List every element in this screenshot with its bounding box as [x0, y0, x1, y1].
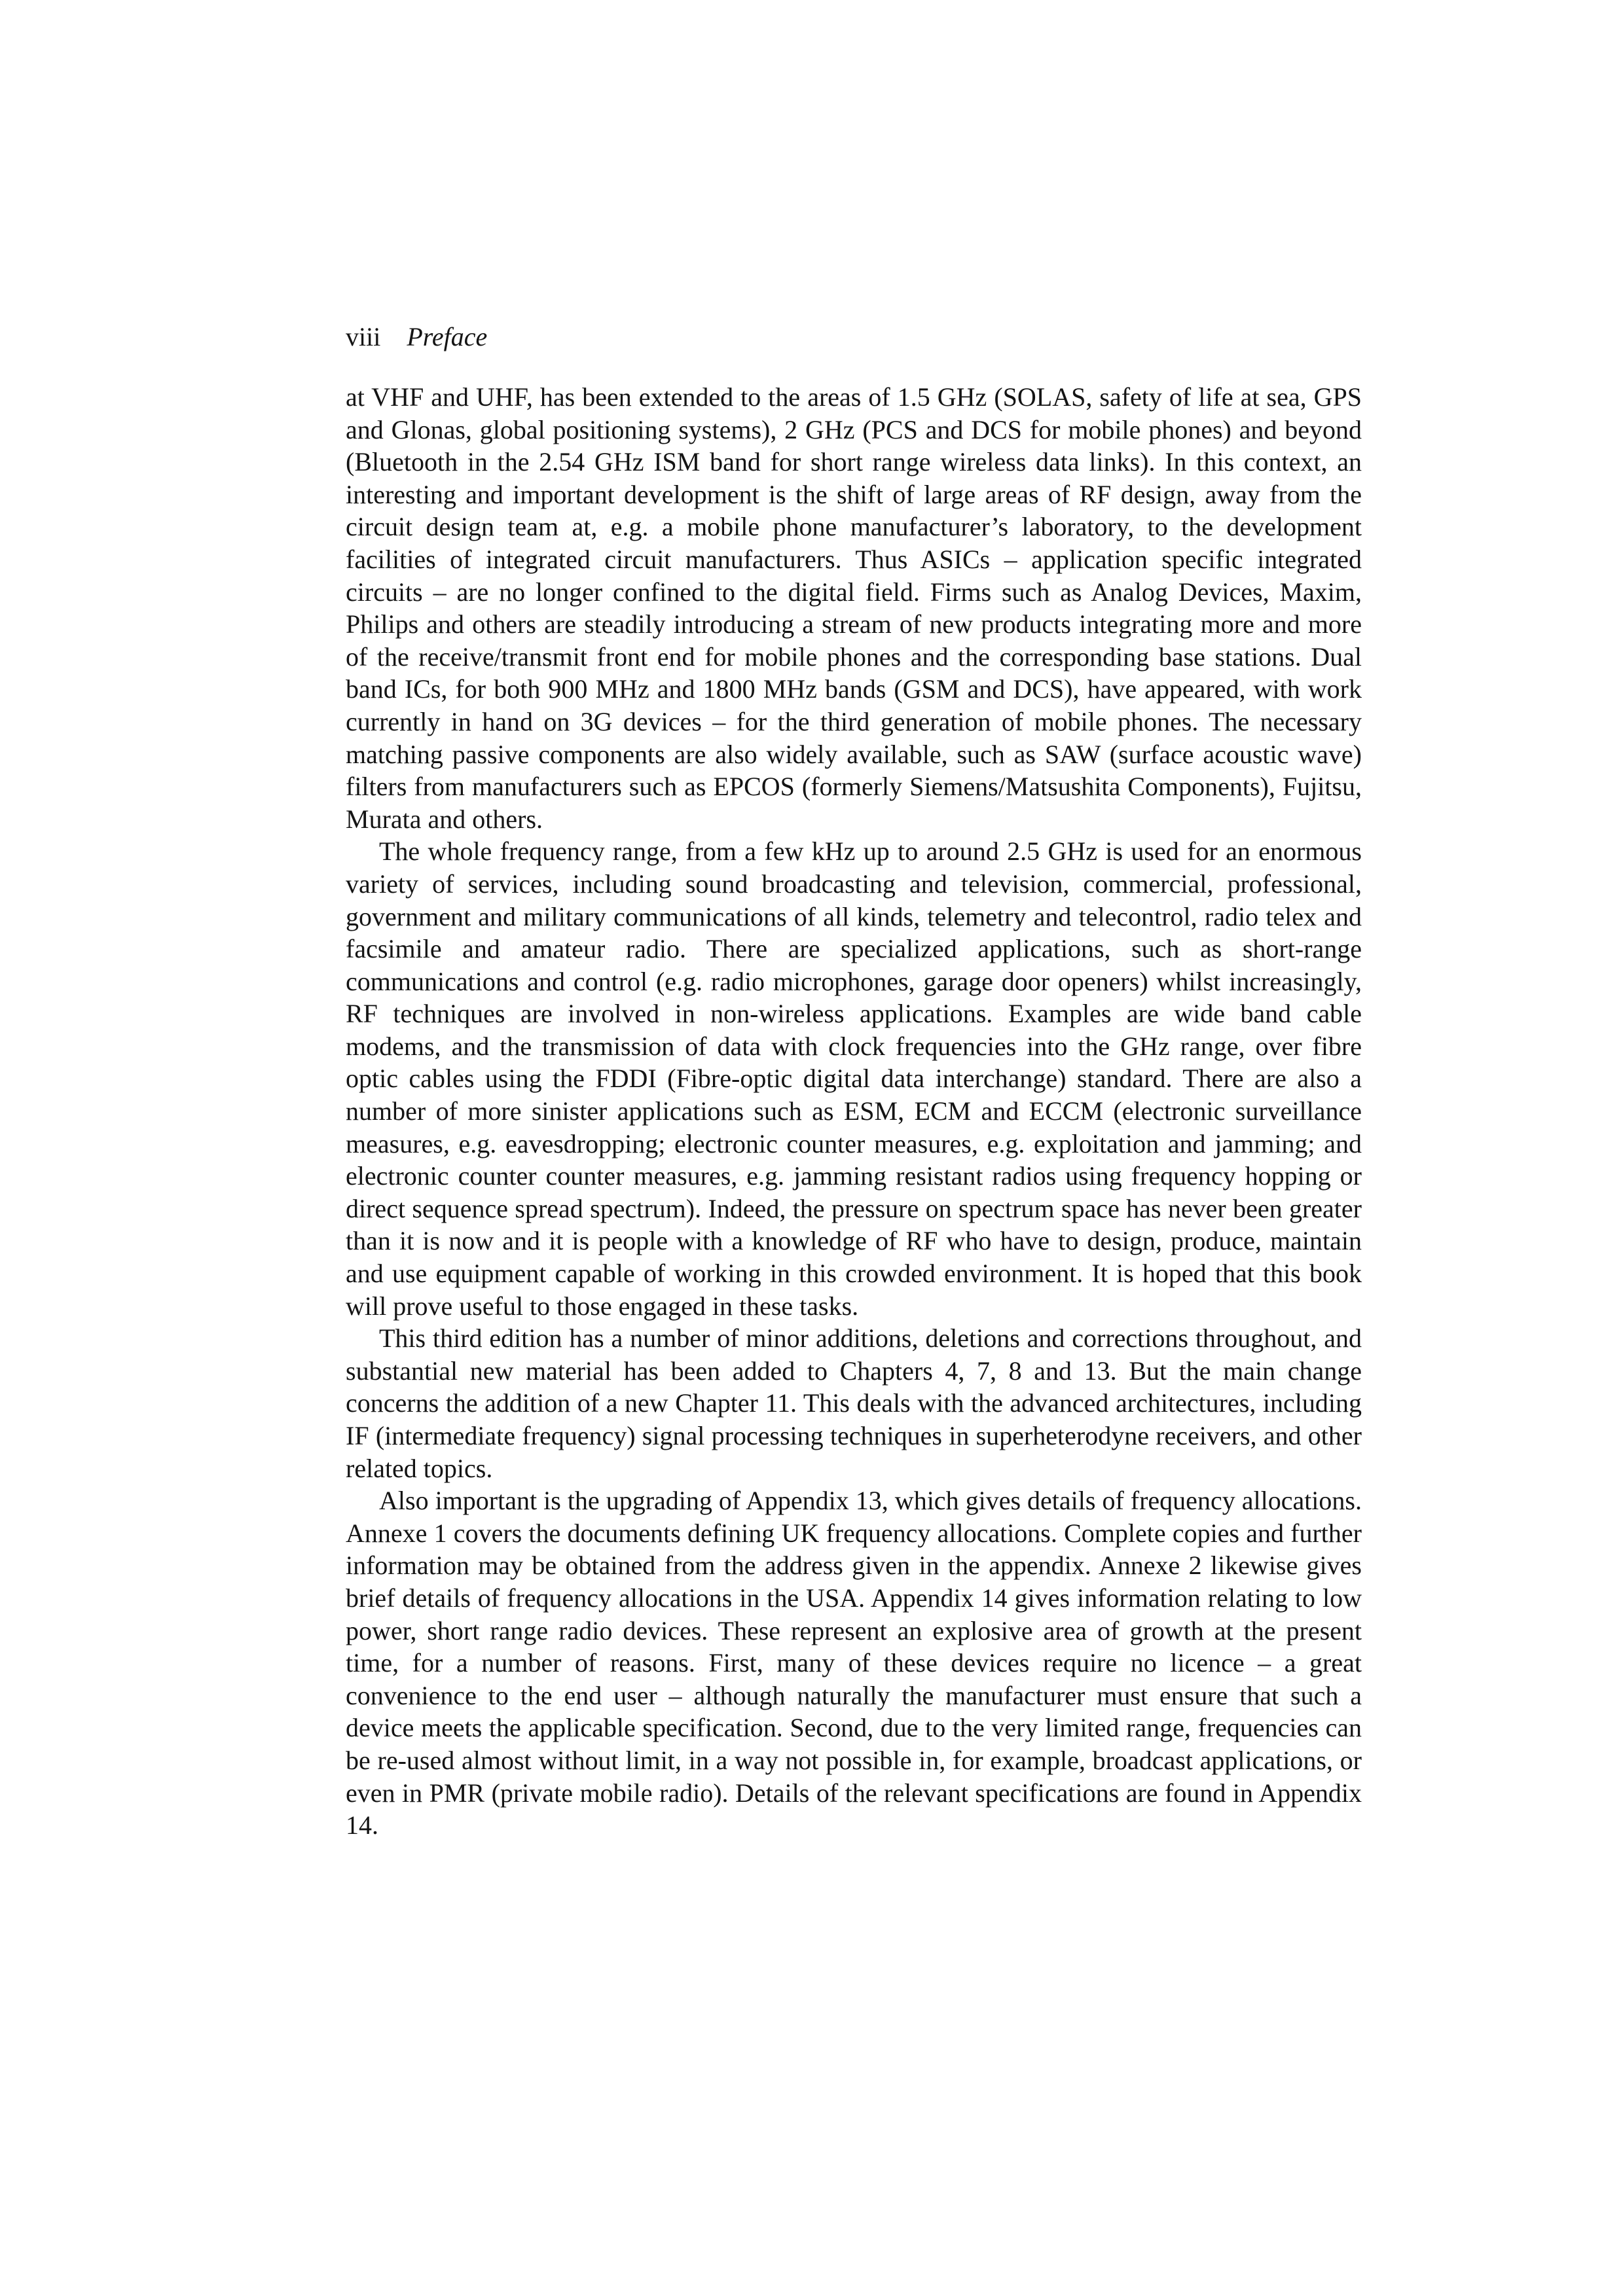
page-number: viii [346, 322, 381, 351]
paragraph-appendix-13: Also important is the upgrading of Appendix 13, which gives details of frequency allocations. Annexe 1 covers the documents defining UK frequency allocations. Complete copies and further information may be obtained from the address given in the appendix. Annexe 2 likewise gives brief details of frequency allocations in the USA. Appendix 14 gives information relating to low power, short range radio devices. These represent an explosive area of growth at the present time, for a number of reasons. First, many of these devices require no licence – a great convenience to the end user – although naturally the manufacturer must ensure that such a device meets the applicable specification. Second, due to the very limited range, frequencies can be re-used almost without limit, in a way not possible in, for example, broadcast applications, or even in PMR (private mobile radio). Details of the relevant specifications are found in Appendix 14. [346, 1486, 1362, 1840]
paragraph-frequency-range: The whole frequency range, from a few kHz up to around 2.5 GHz is used for an enormous variety of services, including sound broadcasting and television, commercial, professional, government and military communications of all kinds, telemetry and telecontrol, radio telex and facsimile and amateur radio. There are specialized applications, such as short-range communications and control (e.g. radio microphones, garage door openers) whilst increasingly, RF techniques are involved in non-wireless applications. Examples are wide band cable modems, and the transmission of data with clock frequencies into the GHz range, over fibre optic cables using the FDDI (Fibre-optic digital data interchange) standard. There are also a number of more sinister applications such as ESM, ECM and ECCM (electronic surveillance measures, e.g. eavesdropping; electronic counter measures, e.g. exploitation and jamming; and electronic counter counter measures, e.g. jamming resistant radios using frequency hopping or direct sequence spread spectrum). Indeed, the pressure on spectrum space has never been greater than it is now and it is people with a knowledge of RF who have to design, produce, maintain and use equipment capable of working in this crowded environment. It is hoped that this book will prove useful to those engaged in these tasks. [346, 836, 1362, 1321]
running-head-title: Preface [407, 322, 488, 351]
body-text [346, 381, 1362, 1842]
paragraph-continued: at VHF and UHF, has been extended to the areas of 1.5 GHz (SOLAS, safety of life at sea, GPS and Glonas, global positioning systems), 2 GHz (PCS and DCS for mobile phones) and beyond (Bluetooth in the 2.54 GHz ISM band for short range wireless data links). In this context, an interesting and important development is the shift of large areas of RF design, away from the circuit design team at, e.g. a mobile phone manufacturer’s laboratory, to the development facilities of integrated circuit manufacturers. Thus ASICs – application specific integrated circuits – are no longer confined to the digital field. Firms such as Analog Devices, Maxim, Philips and others are steadily introducing a stream of new products integrating more and more of the receive/transmit front end for mobile phones and the corresponding base stations. Dual band ICs, for both 900 MHz and 1800 MHz bands (GSM and DCS), have appeared, with work currently in hand on 3G devices – for the third generation of mobile phones. The necessary matching passive components are also widely available, such as SAW (surface acoustic wave) filters from manufacturers such as EPCOS (formerly Siemens/Matsushita Components), Fujitsu, Murata and others. [346, 382, 1362, 834]
running-head [346, 319, 487, 355]
paragraph-third-edition: This third edition has a number of minor additions, deletions and corrections throughout, and substantial new material has been added to Chapters 4, 7, 8 and 13. But the main change concerns the addition of a new Chapter 11. This deals with the advanced architectures, including IF (intermediate frequency) signal processing techniques in superheterodyne receivers, and other related topics. [346, 1323, 1362, 1483]
